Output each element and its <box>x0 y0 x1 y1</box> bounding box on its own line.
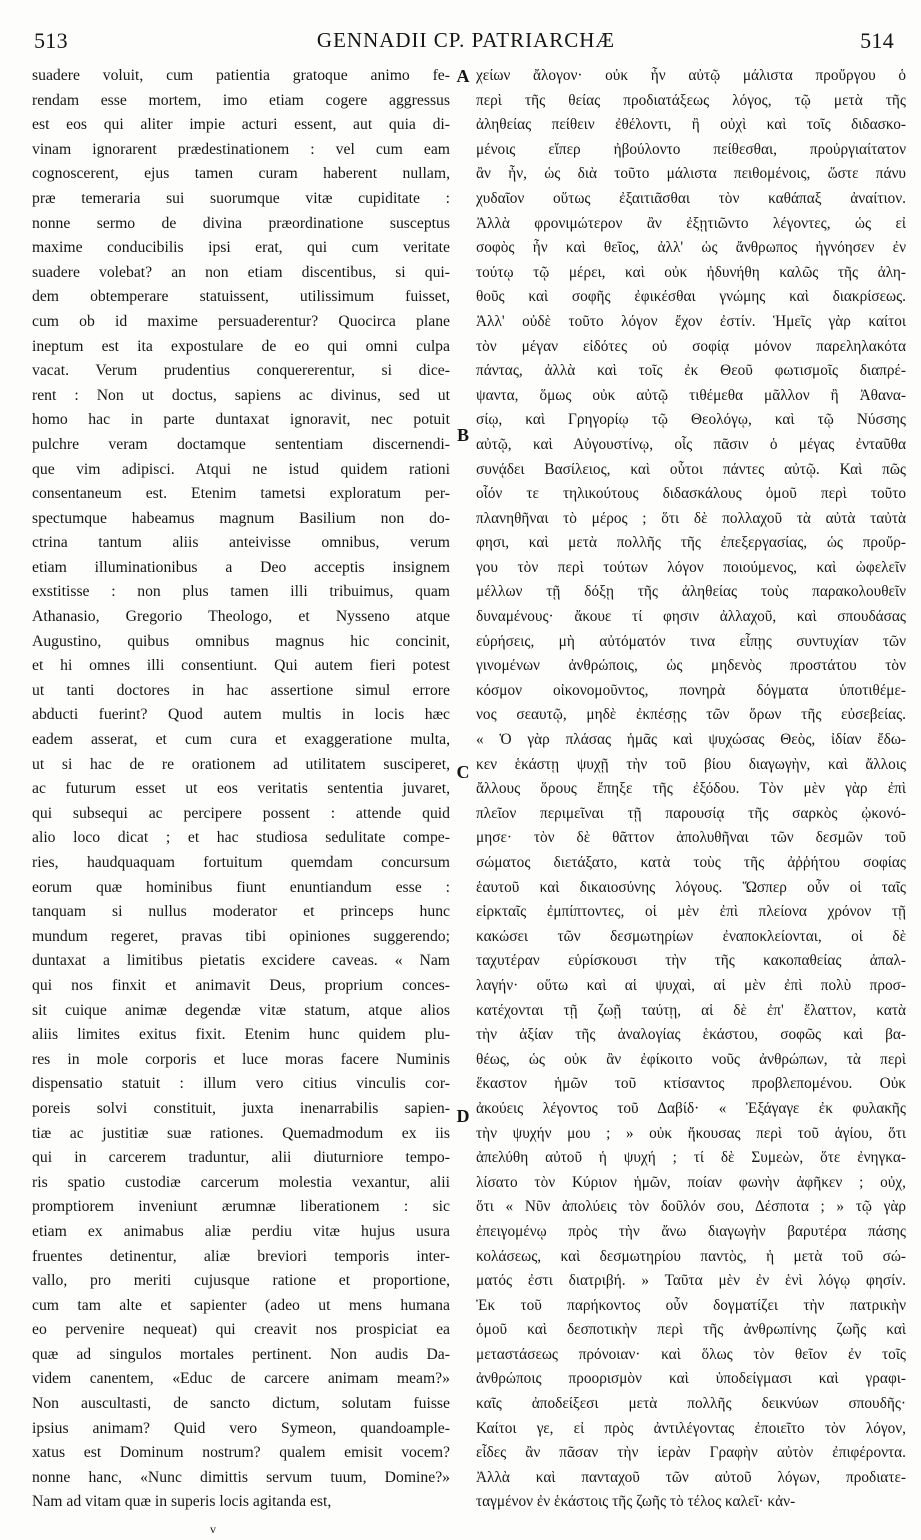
latin-text-line: vinam ignorarent prædestinationem : vel cum eam <box>32 140 450 158</box>
latin-text-line: mundum regeret, pravas tibi opiniones suggerendo; <box>32 927 450 945</box>
greek-text-line: πλανηθῆναι τὸ μέρος ; ὅτι δὲ πολλαχοῦ τὰ αὐτὰ ταὐτὰ <box>476 509 906 527</box>
greek-text-line: ψαντα, ὅμως οὐκ αὐτῷ τιθέμεθα μᾶλλον ἢ Ἀθανα- <box>476 386 906 404</box>
latin-text-line: præ temeraria sui suorumque vitæ cupiditate : <box>32 189 450 207</box>
greek-text-line: μεταστάσεως πρόνοιαν· καὶ ὅλως τὸν θεῖον ἐν τοῖς <box>476 1345 906 1363</box>
greek-text-line: μένοις εἴπερ ἠβούλοντο πείθεσθαι, προὐργιαίτατον <box>476 140 906 158</box>
greek-text-line: Ἀλλὰ καὶ πανταχοῦ τῶν αὐτοῦ λόγων, προδιατε- <box>476 1468 906 1486</box>
latin-text-line: exstitisse : non plus tamen illi tribuimus, quam <box>32 583 450 601</box>
latin-text-line: ut si hac de re orationem ad utilitatem susciperet, <box>32 755 450 773</box>
greek-text-line: περὶ τῆς θείας προδιατάξεως λόγος, τῷ μετὰ τῆς <box>476 91 906 109</box>
page-number-right: 514 <box>860 28 894 53</box>
greek-text-line: ἀνθρώποις προορισμὸν καὶ ὑποδείγμασι καὶ γραφι- <box>476 1370 906 1388</box>
latin-text-line: fruentes detinentur, aliæ breviori temporis inter- <box>32 1247 450 1265</box>
greek-column <box>476 64 906 1515</box>
greek-text-line: ὅτι « Νῦν ἀπολύεις τὸν δοῦλόν σου, Δέσποτα ; » τῷ γὰρ <box>476 1198 906 1216</box>
latin-text-line: consentaneum est. Etenim tametsi exploratum per- <box>32 485 450 503</box>
latin-text-line: sit cuique animæ degendæ vitæ statum, atque alios <box>32 1001 450 1019</box>
greek-text-line: τούτῳ τῷ μέρει, καὶ οὐκ ἠδυνήθη καλῶς τῆς ἀλη- <box>476 263 906 281</box>
greek-text-line: μησε· τὸν δὲ θᾶττον ἀπολυθῆναι τῶν δεσμῶν τοῦ <box>476 829 906 847</box>
latin-text-line: nonne sermo de divina præordinatione susceptus <box>32 214 450 232</box>
latin-column <box>32 64 450 1515</box>
greek-text-line: κολάσεως, καὶ δεσμωτηρίου παντὸς, ἡ μετὰ τοῦ σώ- <box>476 1247 906 1265</box>
greek-text-line: εἶδες ἂν πᾶσαν τὴν ἱερὰν Γραφὴν αὐτὸν ἐπιφέροντα. <box>476 1444 906 1462</box>
greek-text-line: ἄλλους ὅρους ἔπηξε τῆς ἐξόδου. Τὸν μὲν γὰρ ἐπὶ <box>476 780 906 798</box>
greek-text-line: χυδαῖον οὕτως ἐξαιτιᾶσθαι τὸν καθάπαξ ἀναίτιον. <box>476 189 906 207</box>
latin-text-line: tiæ ac justitiæ suæ rationes. Quemadmodum ex iis <box>32 1124 450 1142</box>
latin-text-line: cognoscerent, ejus tamen curam haberent nullam, <box>32 165 450 183</box>
greek-text-line: κόσμον οἰκονομοῦντος, πονηρὰ δόγματα ὑποτιθέμε- <box>476 681 906 699</box>
latin-text-line: videm canentem, «Educ de carcere animam meam?» <box>32 1370 450 1388</box>
latin-text-line: abducti fuerint? Quod autem multis in locis hæc <box>32 706 450 724</box>
greek-text-line: ἐπειγομένῳ πρὸς τὴν ἄνω διαγωγὴν βαρυτέρα πάσης <box>476 1222 906 1240</box>
latin-text-line: dem obtemperare statuissent, utilissimum fuisset, <box>32 288 450 306</box>
greek-text-line: μέλλων τῇ δόξῃ τῆς ἀληθείας τοὺς παρακολουθεῖν <box>476 583 906 601</box>
greek-text-line: Ἀλλὰ φρονιμώτερον ἂν ἐξῃτιῶντο λέγοντες, ὡς εἰ <box>476 214 906 232</box>
latin-text-line: ctrina tantum aliis anteivisse omnibus, verum <box>32 534 450 552</box>
greek-text-line: ἀπελύθη αὐτοῦ ἡ ψυχή ; τί δὲ Συμεὼν, ὅτε ἐνηγκα- <box>476 1149 906 1167</box>
latin-text-line: pulchre veram doctamque sententiam discernendi- <box>32 435 450 453</box>
latin-text-line: nonne hanc, «Nunc dimittis servum tuum, Domine?» <box>32 1468 450 1486</box>
greek-text-line: φησι, καὶ μετὰ πολλῆς τῆς ἐπεξεργασίας, ὡς προὔρ- <box>476 534 906 552</box>
latin-text-line: et hi omnes illi consentiunt. Qui autem fieri potest <box>32 657 450 675</box>
latin-text-line: tanquam si nullus moderator et princeps hunc <box>32 903 450 921</box>
margin-marker-a: A <box>456 66 470 86</box>
greek-text-line: ταγμένον ἐν ἑκάστοις τῆς ζωῆς τὸ τέλος καλεῖ· κἀν- <box>476 1493 796 1511</box>
latin-text-line: dispensatio statuit : illum vero citius vinculis cor- <box>32 1075 450 1093</box>
greek-text-line: ἀληθείας πείθειν ἐθέλοντι, ἢ οὐχὶ καὶ τοῖς διδασκο- <box>476 116 906 134</box>
greek-text-line: ταχυτέραν εὑρίσκουσι τὴν τῆς κακοπαθείας ἀπαλ- <box>476 952 906 970</box>
greek-text-line: θοῦς καὶ σοφῆς ἐφικέσθαι γνώμης καὶ διακρίσεως. <box>476 288 906 306</box>
margin-marker-b: B <box>456 425 469 445</box>
latin-text-line: alio loco dicat ; et hac studiosa sedulitate compe- <box>32 829 450 847</box>
latin-text-line: vacat. Verum prudentius conquererentur, si dice- <box>32 362 450 380</box>
latin-text-line: vallo, pro meriti cujusque ratione et proportione, <box>32 1272 450 1290</box>
latin-text-line: eo pervenire nequeat) qui creavit nos prospiciat ea <box>32 1321 450 1339</box>
latin-text-line: Nam ad vitam quæ in superis locis agitanda est, <box>32 1493 332 1511</box>
greek-text-line: Ἐκ τοῦ παρήκοντος οὖν δογματίζει τὴν πατρικὴν <box>476 1296 906 1314</box>
latin-text-line: aliis limites exitus fixit. Etenim hunc quidem plu- <box>32 1026 450 1044</box>
latin-text-line: homo hac in parte duntaxat ignoravit, nec potuit <box>32 411 450 429</box>
greek-text-line: ματός ἐστι διατριβή. » Ταῦτα μὲν ἐν ἑνὶ λόγῳ φησίν. <box>476 1272 906 1290</box>
greek-text-line: δυναμένους· ἄκουε τί φησιν ἀλλαχοῦ, καὶ σπουδάσας <box>476 608 906 626</box>
latin-text-line: maxime conducibilis ipsi erat, qui cum veritate <box>32 239 450 257</box>
greek-text-line: πλεῖον περιμεῖναι τῇ παρουσίᾳ τῆς σαρκὸς ᾠκονό- <box>476 804 906 822</box>
latin-text-line: ac futurum esset ut eos veritatis sententia juvaret, <box>32 780 450 798</box>
greek-text-line: τὴν ψυχήν μου ; » οὐκ ἤκουσας περὶ τοῦ ἁγίου, ὅτι <box>476 1124 906 1142</box>
latin-text-line: cum tam alte et sapienter (adeo ut mens humana <box>32 1296 450 1314</box>
greek-text-line: λαγήν· οὕτω καὶ αἱ ψυχαὶ, αἱ μὲν ἐπὶ πολὺ προσ- <box>476 976 906 994</box>
latin-text-line: rent : Non ut doctus, sapiens ac divinus, sed ut <box>32 386 450 404</box>
latin-text-line: duntaxat a limitibus pietatis excidere caveas. « Nam <box>32 952 450 970</box>
running-header <box>32 22 900 58</box>
greek-text-line: λίσατο τὸν Κύριον ἡμῶν, ποίαν φωνὴν ἀφῆκεν ; οὐχ, <box>476 1173 906 1191</box>
latin-text-line: cum ob id maxime persuaderentur? Quocirca plane <box>32 312 450 330</box>
greek-text-line: Ἀλλ' οὐδὲ τοῦτο λόγον ἔχον ἐστίν. Ἡμεῖς γὰρ καίτοι <box>476 312 906 330</box>
greek-text-line: σοφὸς ἦν καὶ θεῖος, ἀλλ' ὡς ἄνθρωπος ἠγνόησεν ἐν <box>476 239 906 257</box>
greek-text-line: ἀκούεις λέγοντος τοῦ Δαβίδ· « Ἐξάγαγε ἐκ φυλακῆς <box>476 1099 906 1117</box>
latin-text-line: qui nos finxit et animavit Deus, proprium conces- <box>32 976 450 994</box>
latin-text-line: res in mole corporis et luce moras facere Numinis <box>32 1050 450 1068</box>
latin-text-line: etiam illuminationibus a Deo acceptis insignem <box>32 558 450 576</box>
latin-text-line: Athanasio, Gregorio Theologo, et Nysseno atque <box>32 608 450 626</box>
latin-text-line: xatus est Dominum nostrum? qualem emisit vocem? <box>32 1444 450 1462</box>
greek-text-line: ἂν ἦν, ὡς διὰ τοῦτο μάλιστα πειθομένοις, ὥστε πάνυ <box>476 165 906 183</box>
greek-text-line: καῖς ἀποδείξεσι μετὰ πολλῆς δεικνύων σπουδῆς· <box>476 1395 906 1413</box>
latin-text-line: Non auscultasti, de sancto dictum, solutam fuisse <box>32 1395 450 1413</box>
greek-text-line: αὐτῷ, καὶ Αὐγουστίνῳ, οἷς πᾶσιν ὁ μέγας ἐνταῦθα <box>476 435 906 453</box>
latin-text-line: rendam esse mortem, imo etiam cogere aggressus <box>32 91 450 109</box>
greek-text-line: Καίτοι γε, εἰ πρὸς ἀντιλέγοντας ἐποιεῖτο τὸν λόγον, <box>476 1419 906 1437</box>
greek-text-line: τὴν ἀξίαν τῆς ἀναλογίας ἑκάστου, σοφῶς καὶ βα- <box>476 1026 906 1044</box>
latin-text-line: eadem asserat, et cum cura et exaggeratione multa, <box>32 731 450 749</box>
greek-text-line: χείων ἄλογον· οὐκ ἦν αὐτῷ μάλιστα προὔργου ὁ <box>476 67 906 84</box>
greek-text-line: ἕκαστον ἡμῶν τοῦ κτίσαντος προβλεπομένου. Οὐκ <box>476 1075 906 1093</box>
latin-text-line: ut tanti doctores in hac assertione simul errore <box>32 681 450 699</box>
latin-text-line: spectumque habeamus magnum Basilium non do- <box>32 509 450 527</box>
greek-text-line: θέως, ὡς οὐκ ἂν ἐφίκοιτο νοῦς ἀνθρώπων, τὰ περὶ <box>476 1050 906 1068</box>
greek-text-line: ἑαυτοῦ καὶ δικαιοσύνης λόγους. Ὥσπερ οὖν οἱ ταῖς <box>476 878 906 896</box>
page-number-left: 513 <box>34 28 68 53</box>
latin-text-line: qui in carcerem traduntur, alii diuturniore tempo- <box>32 1149 450 1167</box>
greek-text-line: τὸν μέγαν εἰδότες οὐ σοφίᾳ μόνον παρεληλακότα <box>476 337 906 355</box>
latin-text-line: ineptum est ita expostulare de eo qui omni culpa <box>32 337 450 355</box>
latin-text-line: eorum quæ hominibus fiunt enuntiandum esse : <box>32 878 450 896</box>
greek-text-line: γινομένων ἀνθρώποις, ὡς μηδενὸς προστάτου τὸν <box>476 657 906 675</box>
greek-text-line: ὁμοῦ καὶ δεσποτικὴν περὶ τῆς ἀνθρωπίνης ζωῆς καὶ <box>476 1321 906 1339</box>
greek-text-line: εὑρήσεις, μὴ αὐτόματόν τινα εἶπῃς συντυχίαν τῶν <box>476 632 906 650</box>
greek-text-line: « Ὁ γὰρ πλάσας ἡμᾶς καὶ ψυχώσας Θεὸς, ἰδίαν ἔδω- <box>476 731 906 749</box>
greek-text-line: σίῳ, καὶ Γρηγορίῳ τῷ Θεολόγῳ, καὶ τῷ Νύσσης <box>476 411 906 429</box>
latin-text-line: est eos qui aliter impie acturi essent, aut quia di- <box>32 116 450 134</box>
latin-text-line: promptiorem inveniunt ærumnæ liberationem : sic <box>32 1198 450 1216</box>
margin-marker-c: C <box>456 762 470 782</box>
latin-text-line: ipsius animam? Quid vero Symeon, quandoample- <box>32 1419 450 1437</box>
greek-text-line: σώματος διετάξατο, κατὰ τοὺς τῆς ἀῤῥήτου σοφίας <box>476 854 906 871</box>
greek-text-line: εἱρκταῖς ἐμπίπτοντες, οἱ μὲν ἐπὶ πλείονα χρόνον τῇ <box>476 903 906 921</box>
greek-text-line: οἷόν τε τηλικούτους διδασκάλους ὁμοῦ περὶ τοῦτο <box>476 485 906 503</box>
latin-text-line: que vim adipisci. Atqui ne istud quidem rationi <box>32 460 450 478</box>
greek-text-line: γου τὸν περὶ τούτων λόγον ποιούμενος, καὶ ὠφελεῖν <box>476 558 906 576</box>
latin-text-line: suadere voluit, cum patientia gratoque animo fe- <box>32 67 450 84</box>
margin-marker-d: D <box>456 1106 470 1126</box>
greek-text-line: κατέχονται τῇ ζωῇ ταύτῃ, αἱ δὲ ἐπ' ἔλαττον, κατὰ <box>476 1001 906 1019</box>
latin-text-line: ris spatio custodiæ carcerum molestia vexantur, alii <box>32 1173 450 1191</box>
footer-mark: v <box>210 1522 216 1536</box>
greek-text-line: νος σεαυτῷ, μηδὲ ἐκπέσῃς τῶν ὅρων τῆς εὐσεβείας. <box>476 706 906 724</box>
latin-text-line: ries, haudquaquam fortuitum quemdam concursum <box>32 854 450 871</box>
latin-text-line: qui subsequi ac percipere possent : attende quid <box>32 804 450 822</box>
running-title: GENNADII CP. PATRIARCHÆ <box>316 28 616 52</box>
latin-text-line: Augustino, quibus omnibus magnus hic concinit, <box>32 632 450 650</box>
latin-text-line: quæ ad singulos mortales pertinent. Non audis Da- <box>32 1345 450 1363</box>
greek-text-line: πάντας, ἀλλὰ καὶ τοῖς ἐκ Θεοῦ φωτισμοῖς διαπρέ- <box>476 362 906 380</box>
greek-text-line: συνᾴδει Βασίλειος, καὶ οὗτοι πάντες αὐτῷ. Καὶ πῶς <box>476 460 906 478</box>
greek-text-line: κακώσει τῶν δεσμωτηρίων ἐναποκλείονται, οἱ δὲ <box>476 927 906 945</box>
latin-text-line: suadere volebat? an non etiam discentibus, si qui- <box>32 263 450 281</box>
greek-text-line: κεν ἑκάστῃ ψυχῇ τὴν τοῦ βίου διαγωγὴν, καὶ ἄλλοις <box>476 755 906 773</box>
latin-text-line: poreis solvi constituit, juxta inenarrabilis sapien- <box>32 1099 450 1117</box>
latin-text-line: etiam ex animabus aliæ perdiu vitæ hujus usura <box>32 1222 450 1240</box>
